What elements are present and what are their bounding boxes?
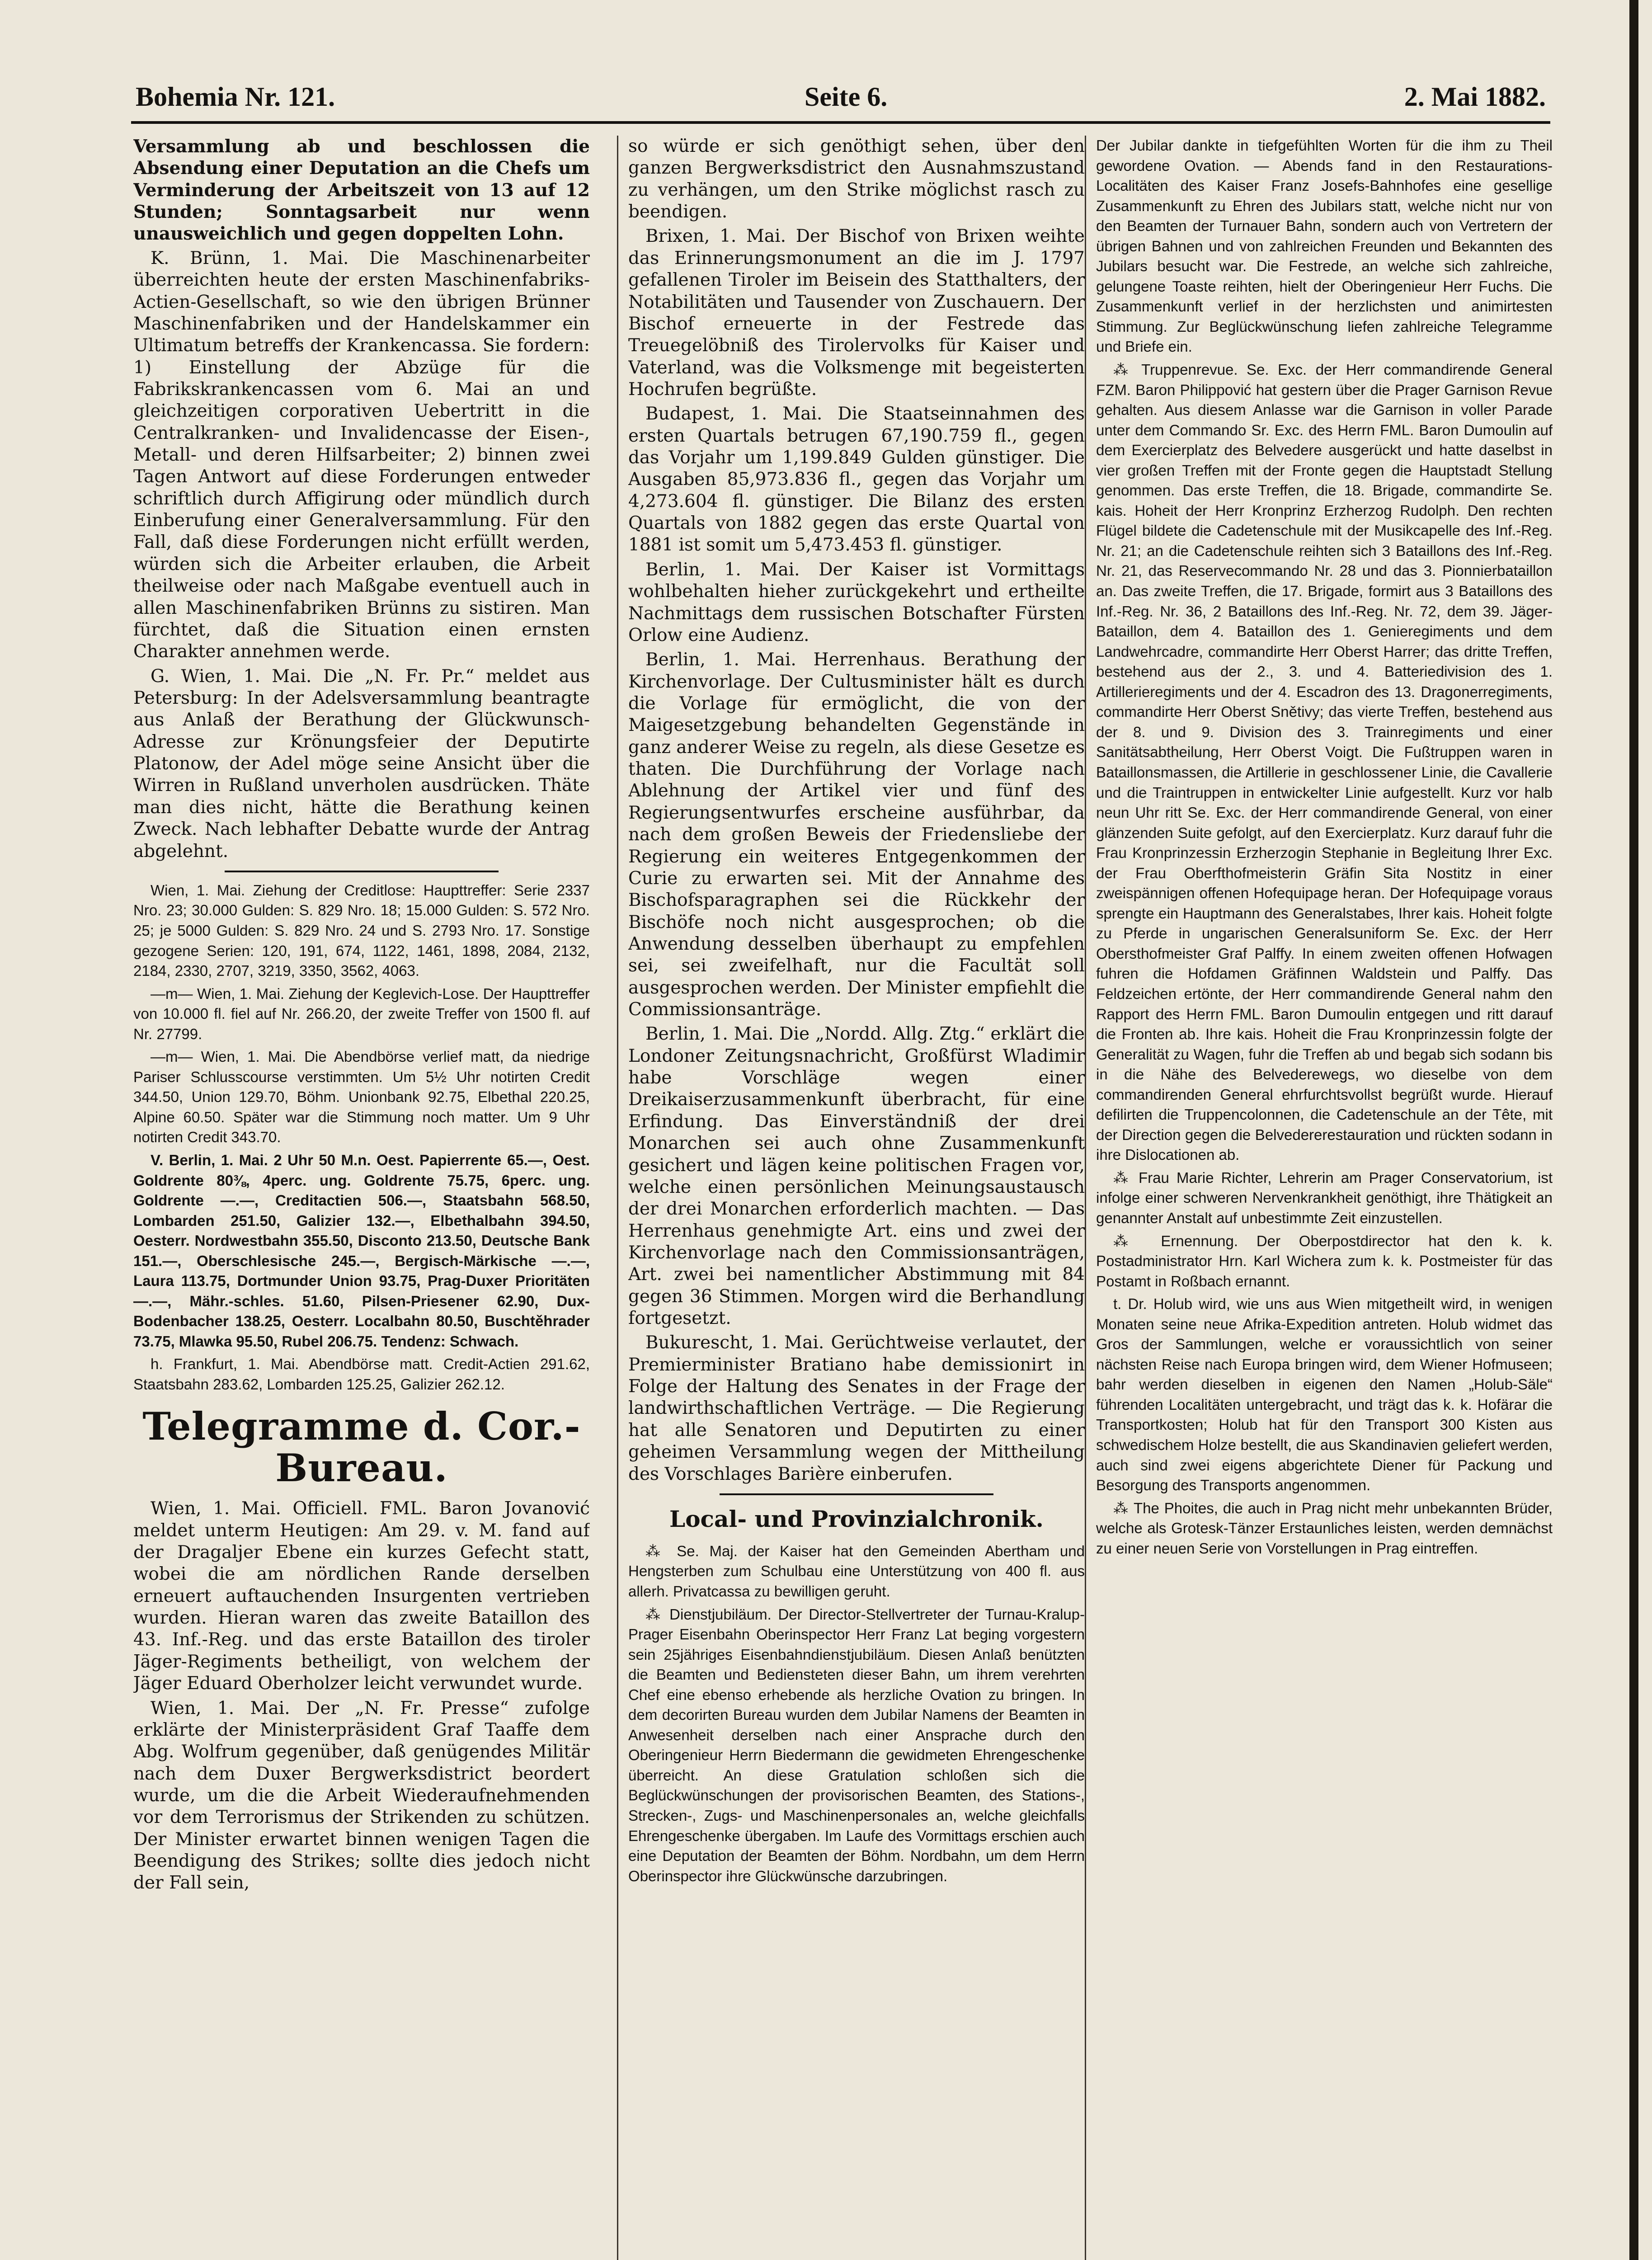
- article-paragraph: Berlin, 1. Mai. Der Kaiser ist Vormittags wohlbehalten hieher zurückgekehrt und ertheilte Nachmittags dem russischen Botschafter Fürsten Orlow eine Audienz.: [628, 559, 1085, 645]
- section-heading: Local- und Provinzialchronik.: [669, 1505, 1044, 1532]
- article-paragraph: ⁂ Dienstjubiläum. Der Director-Stellvertreter der Turnau-Kralup-Prager Eisenbahn Oberinspector Herr Franz Lat beging vorgestern sein 25jähriges Eisenbahndienstjubiläum. Diesen Anlaß benützten die Beamten und Bediensteten dieser Bahn, um ihrem verehrten Chef eine ebenso erhebende als herzliche Ovation zu bringen. In dem decorirten Bureau wurden dem Jubilar Namens der Beamten in Anwesenheit derselben nach einer Ansprache durch den Oberingenieur Herrn Biedermann die gewidmeten Ehrengeschenke überreicht. An diese Gratulation schloßen sich die Beglückwünschungen der provisorischen Beamten, des Stations-, Strecken-, Zugs- und Maschinenpersonales an, welche gleichfalls Ehrengeschenke übergaben. Im Laufe des Vormittags erschien auch eine Deputation der Beamten der Böhm. Nordbahn, um dem Herrn Oberinspector ihre Glückwünsche darzubringen.: [628, 1606, 1085, 1884]
- article-paragraph: Brixen, 1. Mai. Der Bischof von Brixen weihte das Erinnerungsmonument an die im J. 1797 gefallenen Tiroler im Beisein des Statthalters, der Notabilitäten und Tausender von Zuschauern. Der Bischof erneuerte in der Festrede das Treuegelöbniß des Tirolervolks für Kaiser und Vaterland, was die Volksmenge mit begeisterten Hochrufen begrüßte.: [628, 226, 1085, 400]
- article-paragraph: —m— Wien, 1. Mai. Ziehung der Keglevich-Lose. Der Haupttreffer von 10.000 fl. fiel auf Nr. 266.20, der zweite Treffer von 1500 fl. auf Nr. 27799.: [133, 985, 590, 1042]
- article-paragraph: —m— Wien, 1. Mai. Die Abendbörse verlief matt, da niedrige Pariser Schlusscourse verstimmten. Um 5½ Uhr notirten Credit 344.50, Union 129.70, Böhm. Unionbank 92.75, Elbethal 220.25, Alpine 60.50. Später war die Stimmung noch matter. Um 9 Uhr notirten Credit 343.70.: [133, 1048, 590, 1146]
- column-2: [628, 136, 1085, 2260]
- issue-date: 2. Mai 1882.: [1404, 82, 1546, 112]
- article-paragraph: Wien, 1. Mai. Ziehung der Creditlose: Haupttreffer: Serie 2337 Nro. 23; 30.000 Gulden: S. 829 Nro. 18; 15.000 Gulden: S. 572 Nro. 25; je 5000 Gulden: S. 829 Nro. 24 und S. 2793 Nro. 17. Sonstige gezogene Serien: 120, 191, 674, 1122, 1461, 1898, 2084, 2132, 2184, 2330, 2707, 3219, 3350, 3562, 4063.: [133, 881, 590, 979]
- page-header: [136, 77, 1546, 118]
- article-paragraph: Wien, 1. Mai. Der „N. Fr. Presse“ zufolge erklärte der Ministerpräsident Graf Taaffe dem Abg. Wolfrum gegenüber, daß genügendes Militär nach dem Duxer Bergwerksdistrict beordert wurde, um die die Arbeit Wiederaufnehmenden vor dem Terrorismus der Strikenden zu schützen. Der Minister erwartet binnen wenigen Tagen die Beendigung des Strikes; sollte dies jedoch nicht der Fall sein,: [133, 1698, 590, 1893]
- article-paragraph: ⁂ Se. Maj. der Kaiser hat den Gemeinden Abertham und Hengsterben zum Schulbau eine Unterstützung von 400 fl. aus allerh. Privatcassa zu bewilligen geruht.: [628, 1542, 1085, 1600]
- column-divider: [1085, 136, 1086, 2260]
- section-heading: Telegramme d. Cor.-Bureau.: [142, 1403, 581, 1490]
- article-paragraph: ⁂ Truppenrevue. Se. Exc. der Herr commandirende General FZM. Baron Philippović hat gestern über die Prager Garnison Revue gehalten. Aus diesem Anlasse war die Garnison in voller Parade unter dem Commando Sr. Exc. des Herrn FML. Baron Dumoulin auf dem Exercierplatz des Belvedere ausgerückt und hatte daselbst in vier großen Treffen mit der Fronte gegen die Hauptstadt Stellung genommen. Das erste Treffen, die 18. Brigade, commandirte Se. kais. Hoheit der Herr Kronprinz Erzherzog Rudolph. Den rechten Flügel bildete die Cadetenschule mit der Musikcapelle des Inf.-Reg. Nr. 21; an die Cadetenschule reihten sich 3 Bataillons des Inf.-Reg. Nr. 21, das Reservecommando Nr. 28 und das 3. Pionnierbataillon an. Das zweite Treffen, die 17. Brigade, formirt aus 3 Bataillons des Inf.-Reg. Nr. 36, 2 Bataillons des Inf.-Reg. Nr. 72, dem 39. Jäger-Bataillon, dem 4. Bataillon des 1. Genieregiments und dem Landwehrcadre, commandirte Herr Oberst Harrer; das dritte Treffen, bestehend aus der 2., 3. und 4. Batteriedivision des 1. Artillerieregiments und der 4. Escadron des 13. Dragonerregiments, commandirte Herr Oberst Snětivy; das vierte Treffen, bestehend aus der 8. und 9. Division des 3. Trainregiments und einer Sanitätsabtheilung, Herr Oberst Voigt. Die Fußtruppen waren in Bataillonsmassen, die Artillerie in geschlossener Linie, die Cavallerie und die Traintruppen in entwickelter Linie aufgestellt. Kurz vor halb neun Uhr ritt Se. Exc. der Herr commandirende General, von einer glänzenden Suite gefolgt, auf den Exercierplatz. Kurz darauf fuhr die Frau Kronprinzessin Erzherzogin Stephanie in Begleitung Ihrer Exc. der Frau Oberfthofmeisterin Gräfin Sita Nostitz in einer zweispännigen offenen Hofequipage heran. Der Hofequipage voraus sprengte ein Hauptmann des Generalstabes, Ihrer kais. Hoheit folgte zu Pferde in ungarischen Generalsuniform Se. Exc. der Herr Obersthofmeister Graf Palffy. In einem zweiten offenen Hofwagen fuhren die Hofdamen Gräfinnen Waldstein und Palffy. Das Feldzeichen ertönte, der Herr commandirende General nahm den Rapport des Herrn FML. Baron Dumoulin entgegen und ritt darauf die Fronten ab. Ihre kais. Hoheit die Frau Kronprinzessin folgte der Generalität zu Wagen, fuhr die Treffen ab und begab sich sodann bis in die Nähe des Belvederewegs, wo dieselbe von dem commandirenden General ehrfurchtsvollst begrüßt wurde. Hierauf defilirten die Truppencolonnen, die Cadetenschule an der Tête, mit der Direction gegen die Belvedererestauration und rückten sodann in ihre Dislocationen ab.: [1096, 361, 1553, 1163]
- article-paragraph: so würde er sich genöthigt sehen, über den ganzen Bergwerksdistrict den Ausnahmszustand zu verhängen, um den Strike möglichst rasch zu beendigen.: [628, 136, 1085, 222]
- column-3: [1096, 136, 1553, 2260]
- article-paragraph: ⁂ Ernennung. Der Oberpostdirector hat den k. k. Postadministrator Hrn. Karl Wichera zum k. k. Postmeister für das Postamt in Roßbach ernannt.: [1096, 1232, 1553, 1290]
- column-divider: [617, 136, 618, 2260]
- article-paragraph: h. Frankfurt, 1. Mai. Abendbörse matt. Credit-Actien 291.62, Staatsbahn 283.62, Lombarden 125.25, Galizier 262.12.: [133, 1356, 590, 1393]
- article-paragraph: G. Wien, 1. Mai. Die „N. Fr. Pr.“ meldet aus Petersburg: In der Adelsversammlung beantragte aus Anlaß der Berathung der Glückwunsch-Adresse zur Krönungsfeier der Deputirte Platonow, der Adel möge seine Ansicht über die Wirren in Rußland unverholen ausdrücken. Thäte man dies nicht, hätte die Berathung keinen Zweck. Nach lebhafter Debatte wurde der Antrag abgelehnt.: [133, 666, 590, 862]
- article-paragraph: Wien, 1. Mai. Officiell. FML. Baron Jovanović meldet unterm Heutigen: Am 29. v. M. fand auf der Dragaljer Ebene ein kurzes Gefecht statt, wobei die am nördlichen Rande derselben erneuert auftauchenden Insurgenten vertrieben wurden. Hieran waren das zweite Bataillon des 43. Inf.-Reg. und das erste Bataillon des tiroler Jäger-Regiments betheiligt, von welchem der Jäger Eduard Oberholzer leicht verwundet wurde.: [133, 1498, 590, 1694]
- article-paragraph: Berlin, 1. Mai. Die „Nordd. Allg. Ztg.“ erklärt die Londoner Zeitungsnachricht, Großfürst Wladimir habe Vorschläge wegen einer Dreikaiserzusammenkunft überbracht, für eine Erfindung. Das Einverständniß der drei Monarchen sei auch ohne Zusammenkunft gesichert und lägen keine politischen Fragen vor, welche einen persönlichen Meinungsaustausch der drei Monarchen erforderlich machten. — Das Herrenhaus genehmigte Art. eins und zwei der Kirchenvorlage nach den Commissionsanträgen, Art. zwei bei namentlicher Abstimmung mit 84 gegen 36 Stimmen. Morgen wird die Berhandlung fortgesetzt.: [628, 1024, 1085, 1329]
- article-paragraph: Berlin, 1. Mai. Herrenhaus. Berathung der Kirchenvorlage. Der Cultusminister hält es durch die Vorlage für ermöglicht, die von der Maigesetzgebung behandelten Gegenstände in ganz anderer Weise zu regeln, als diese Gesetze es thaten. Die Durchführung der Vorlage nach Ablehnung der Artikel vier und fünf des Regierungsentwurfes erscheine ausführbar, da nach dem großen Beweis der Friedensliebe der Regierung ein weiteres Entgegenkommen der Curie zu erwarten sei. Mit der Annahme des Bischofsparagraphen sei die Rückkehr der Bischöfe noch nicht ausgesprochen; ob die Anwendung desselben überhaupt zu empfehlen sei, sei zweifelhaft, nur die Facultät soll ausgesprochen werden. Der Minister empfiehlt die Commissionsanträge.: [628, 650, 1085, 1020]
- article-paragraph: Bukurescht, 1. Mai. Gerüchtweise verlautet, der Premierminister Bratiano habe demissionirt in Folge der Haltung des Senates in der Frage der landwirthschaftlichen Verträge. — Die Regierung hat alle Senatoren und Deputirten zu einer geheimen Versammlung wegen der Mittheilung des Vorschlages Barière einberufen.: [628, 1332, 1085, 1484]
- article-paragraph: K. Brünn, 1. Mai. Die Maschinenarbeiter überreichten heute der ersten Maschinenfabriks-Actien-Gesellschaft, so wie den übrigen Brünner Maschinenfabriken und der Handelskammer ein Ultimatum betreffs der Krankencassa. Sie fordern: 1) Einstellung der Abzüge für die Fabrikskrankencassen vom 6. Mai an und gleichzeitigen corporativen Uebertritt in die Centralkranken- und Invalidencasse der Eisen-, Metall- und deren Hilfsarbeiter; 2) binnen zwei Tagen Antwort auf diese Forderungen entweder schriftlich durch Affigirung oder mündlich durch Einberufung einer Generalversammlung. Für den Fall, daß diese Forderungen nicht erfüllt werden, würden sich die Arbeiter erlauben, die Arbeit theilweise oder nach Maßgabe eventuell auch in allen Maschinenfabriken Brünns zu sistiren. Man fürchtet, daß die Situation einen ernsten Charakter annehmen werde.: [133, 248, 590, 662]
- binding-edge: [1629, 0, 1638, 2260]
- article-paragraph: ⁂ The Phoites, die auch in Prag nicht mehr unbekannten Brüder, welche als Grotesk-Tänzer Erstaunliches leisten, werden demnächst zu einer neuen Serie von Vorstellungen in Prag eintreffen.: [1096, 1499, 1553, 1557]
- page-number: Seite 6.: [805, 82, 888, 112]
- column-1: [133, 136, 590, 2260]
- article-paragraph: ⁂ Frau Marie Richter, Lehrerin am Prager Conservatorium, ist infolge einer schweren Nervenkrankheit genöthigt, ihre Thätigkeit an genannter Anstalt auf unbestimmte Zeit einzustellen.: [1096, 1169, 1553, 1226]
- article-paragraph: Der Jubilar dankte in tiefgefühlten Worten für die ihm zu Theil gewordene Ovation. — Abends fand in den Restaurations-Localitäten des Kaiser Franz Josefs-Bahnhofes eine gesellige Zusammenkunft zu Ehren des Jubilars statt, welche nicht nur von den Beamten der Turnauer Bahn, sondern auch von Vertretern der übrigen Bahnen und von zahlreichen Freunden und Bekannten des Jubilars besucht war. Die Festrede, an welche sich zahlreiche, gelungene Toaste reihten, hielt der Oberingenieur Herr Fuchs. Die Zusammenkunft verlief in der herzlichsten und animirtesten Stimmung. Zur Beglückwünschung liefen zahlreiche Telegramme und Briefe ein.: [1096, 137, 1553, 355]
- article-paragraph: t. Dr. Holub wird, wie uns aus Wien mitgetheilt wird, in wenigen Monaten seine neue Afrika-Expedition antreten. Holub widmet das Gros der Sammlungen, welche er voraussichtlich von seiner nächsten Reise nach Europa bringen wird, dem Wiener Hofmuseen; bahr werden dieselben in eigenen den Namen „Holub-Säle“ führenden Localitäten untergebracht, und trägt das k. k. Hofärar die Transportkosten; Holub hat für den Transport 300 Kisten aus schwedischem Holze bestellt, die aus Skandinavien geliefert werden, auch sind zwei eigens abgerichtete Diener für Packung und Besorgung des Transports angenommen.: [1096, 1295, 1553, 1494]
- header-rule: [131, 121, 1550, 124]
- article-paragraph: V. Berlin, 1. Mai. 2 Uhr 50 M.n. Oest. Papierrente 65.—, Oest. Goldrente 80⅜, 4perc. ung. Goldrente 75.75, 6perc. ung. Goldrente —.—, Creditactien 506.—, Staatsbahn 568.50, Lombarden 251.50, Galizier 132.—, Elbethalbahn 394.50, Oesterr. Nordwestbahn 355.50, Disconto 213.50, Deutsche Bank 151.—, Oberschlesische 245.—, Bergisch-Märkische —.—, Laura 113.75, Dortmunder Union 93.75, Prag-Duxer Prioritäten —.—, Mähr.-schles. 51.60, Pilsen-Priesener 62.90, Dux-Bodenbacher 138.25, Oesterr. Localbahn 80.50, Buschtěhrader 73.75, Mlawka 95.50, Rubel 206.75. Tendenz: Schwach.: [133, 1151, 590, 1350]
- article-paragraph: Budapest, 1. Mai. Die Staatseinnahmen des ersten Quartals betrugen 67,190.759 fl., gegen das Vorjahr um 1,199.849 Gulden günstiger. Die Ausgaben 85,973.836 fl., gegen das Vorjahr um 4,273.604 fl. günstiger. Die Bilanz des ersten Quartals von 1882 gegen das erste Quartal von 1881 ist somit um 5,473.453 fl. günstiger.: [628, 404, 1085, 556]
- article-paragraph: Versammlung ab und beschlossen die Absendung einer Deputation an die Chefs um Verminderung der Arbeitszeit von 13 auf 12 Stunden; Sonntagsarbeit nur wenn unausweichlich und gegen doppelten Lohn.: [133, 136, 590, 245]
- section-rule: [720, 1493, 993, 1495]
- section-rule: [225, 871, 499, 872]
- masthead-title: Bohemia Nr. 121.: [136, 82, 335, 112]
